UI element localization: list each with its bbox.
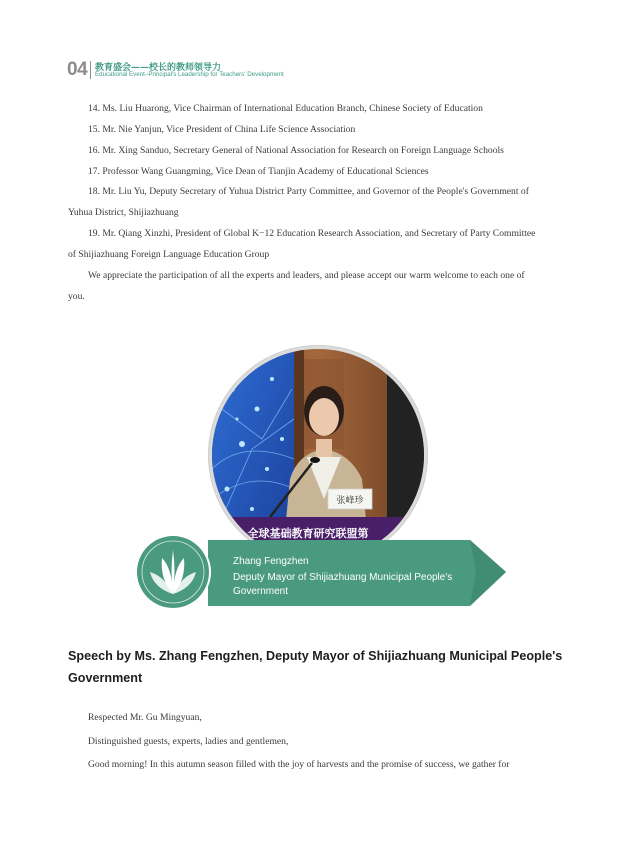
speech-salutation-1: Respected Mr. Gu Mingyuan, xyxy=(88,712,202,723)
caption-banner-shape xyxy=(130,528,506,612)
welcome-paragraph: We appreciate the participation of all the experts and leaders, and please accept our warm welcome to each one of you. xyxy=(68,270,525,302)
speech-heading: Speech by Ms. Zhang Fengzhen, Deputy Mayor of Shijiazhuang Municipal People's Government xyxy=(68,649,563,685)
caption-title: Deputy Mayor of Shijiazhuang Municipal People's Government xyxy=(233,572,453,597)
header-title-en: Educational Event–Principal's Leadership for Teachers' Development xyxy=(95,71,284,78)
attendee-16: 16. Mr. Xing Sanduo, Secretary General of National Association for Research on Foreign Language Schools xyxy=(88,145,504,156)
attendee-18: 18. Mr. Liu Yu, Deputy Secretary of Yuhua District Party Committee, and Governor of the People's Government of Yuhua District, Shijiazhuang xyxy=(68,186,529,218)
caption-name: Zhang Fengzhen xyxy=(233,556,309,567)
caption-banner xyxy=(130,528,506,612)
speech-opening: Good morning! In this autumn season filled with the joy of harvests and the promise of success, we gather for xyxy=(88,759,510,770)
speech-salutation-2: Distinguished guests, experts, ladies and gentlemen, xyxy=(88,736,289,747)
attendee-14: 14. Ms. Liu Huarong, Vice Chairman of International Education Branch, Chinese Society of Education xyxy=(88,103,483,114)
attendee-19: 19. Mr. Qiang Xinzhi, President of Global K−12 Education Research Association, and Secretary of Party Committee of Shijiazhuang Foreign Language Education Group xyxy=(68,228,536,260)
header-divider xyxy=(90,61,91,79)
attendee-15: 15. Mr. Nie Yanjun, Vice President of China Life Science Association xyxy=(88,124,356,135)
header-title-cn: 教育盛会——校长的教师领导力 xyxy=(95,63,222,73)
attendee-17: 17. Professor Wang Guangming, Vice Dean of Tianjin Academy of Educational Sciences xyxy=(88,166,429,177)
lectern-text: 全球基础教育研究联盟第 xyxy=(247,527,369,540)
page-number: 04 xyxy=(67,59,88,80)
nameplate-text: 张峰珍 xyxy=(336,496,364,506)
